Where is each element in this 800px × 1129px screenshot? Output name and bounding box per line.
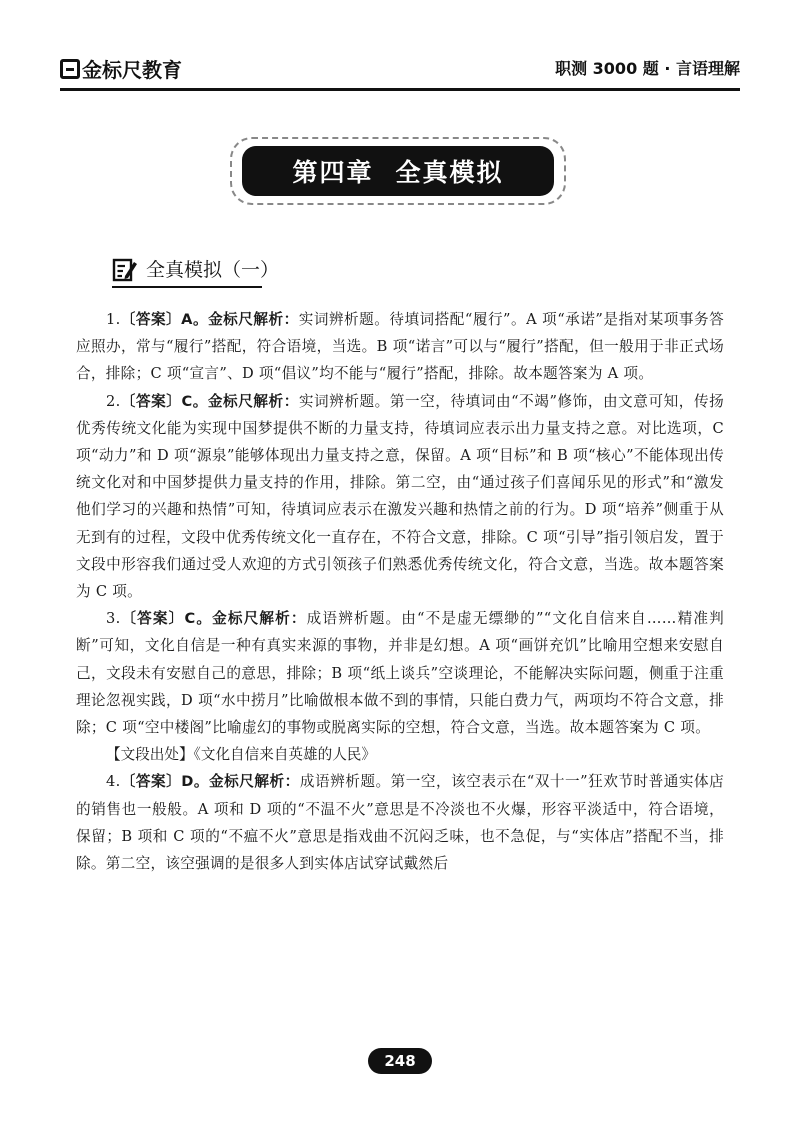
page-header [60, 46, 740, 90]
entry-number: 2. [106, 392, 121, 410]
chapter-title: 全真模拟 [395, 158, 504, 187]
section-heading [112, 255, 279, 282]
section-title: 全真模拟（一） [146, 259, 280, 281]
answer-label: 〔答案〕C。 [120, 392, 208, 410]
brand-name: 金标尺教育 [82, 58, 182, 82]
answer-entry [76, 605, 724, 741]
book-title: 职测 3000 题 · 言语理解 [555, 59, 740, 78]
answer-label: 〔答案〕D。 [120, 773, 210, 791]
header-divider [60, 88, 740, 91]
chapter-banner-frame [230, 137, 566, 205]
entry-number: 4. [106, 773, 121, 791]
answer-entry [76, 768, 724, 877]
analysis-text: 成语辨析题。第一空，该空表示在“双十一”狂欢节时普通实体店的销售也一般般。A 项和 D 项的“不温不火”意思是不冷淡也不火爆，形容平淡适中，符合语境，保留；B 项和 C 项的“不瘟不火”意思是指戏曲不沉闷乏味，也不急促，与“实体店”搭配不当，排除。第二空，该空强调的是很多人到实体店试穿试戴然后 [76, 773, 724, 873]
answer-content [76, 306, 724, 877]
entry-number: 1. [106, 311, 121, 328]
answer-label: 〔答案〕C。 [120, 610, 213, 628]
answer-entry [76, 388, 724, 606]
analysis-label: 金标尺解析： [207, 392, 299, 410]
section-underline [112, 286, 262, 288]
analysis-label: 金标尺解析： [209, 773, 300, 791]
answer-label: 〔答案〕A。 [120, 311, 209, 328]
brand-logo-icon [60, 59, 80, 79]
analysis-text: 成语辨析题。由“不是虚无缥缈的”“文化自信来自……精准判断”可知，文化自信是一种有真实来源的事物，并非是幻想。A 项“画饼充饥”比喻用空想来安慰自己，文段未有安慰自己的意思，排除；B 项“纸上谈兵”空谈理论，不能解决实际问题，侧重于注重理论忽视实践，D 项“水中捞月”比喻做根本做不到的事情，只能白费力气，两项均不符合文意，排除；C 项“空中楼阁”比喻虚幻的事物或脱离实际的空想，符合文意，当选。故本题答案为 C 项。 [76, 610, 724, 737]
analysis-text: 实词辨析题。第一空，待填词由“不竭”修饰，由文意可知，传扬优秀传统文化能为实现中国梦提供不断的力量支持，待填词应表示出力量支持之意。对比选项，C 项“动力”和 D 项“源泉”能够体现出力量支持之意，保留。A 项“目标”和 B 项“核心”不能体现出传统文化对和中国梦提供力量支持的作用，排除。第二空，由“通过孩子们喜闻乐见的形式”和“激发他们学习的兴趣和热情”可知，待填词应表示在激发兴趣和热情之前的行为。D 项“培养”侧重于从无到有的过程，文段中优秀传统文化一直存在，不符合文意，排除。C 项“引导”指引领启发，置于文段中形容我们通过受人欢迎的方式引领孩子们熟悉优秀传统文化，符合文意，当选。故本题答案为 C 项。 [76, 392, 724, 601]
source-note: 【文段出处】《文化自信来自英雄的人民》 [106, 746, 376, 764]
brand-logo [60, 54, 182, 83]
edit-note-icon [112, 256, 138, 282]
entry-number: 3. [106, 610, 121, 628]
page-number: 248 [368, 1048, 432, 1074]
chapter-number: 第四章 [292, 158, 374, 187]
chapter-banner [242, 146, 554, 196]
analysis-label: 金标尺解析： [208, 311, 299, 328]
answer-entry [76, 306, 724, 388]
analysis-label: 金标尺解析： [212, 610, 307, 628]
analysis-text: 实词辨析题。待填词搭配“履行”。A 项“承诺”是指对某项事务答应照办，常与“履行”搭配，符合语境，当选。B 项“诺言”可以与“履行”搭配，但一般用于非正式场合，排除；C 项“宣言”、D 项“倡议”均不能与“履行”搭配，排除。故本题答案为 A 项。 [76, 311, 724, 383]
